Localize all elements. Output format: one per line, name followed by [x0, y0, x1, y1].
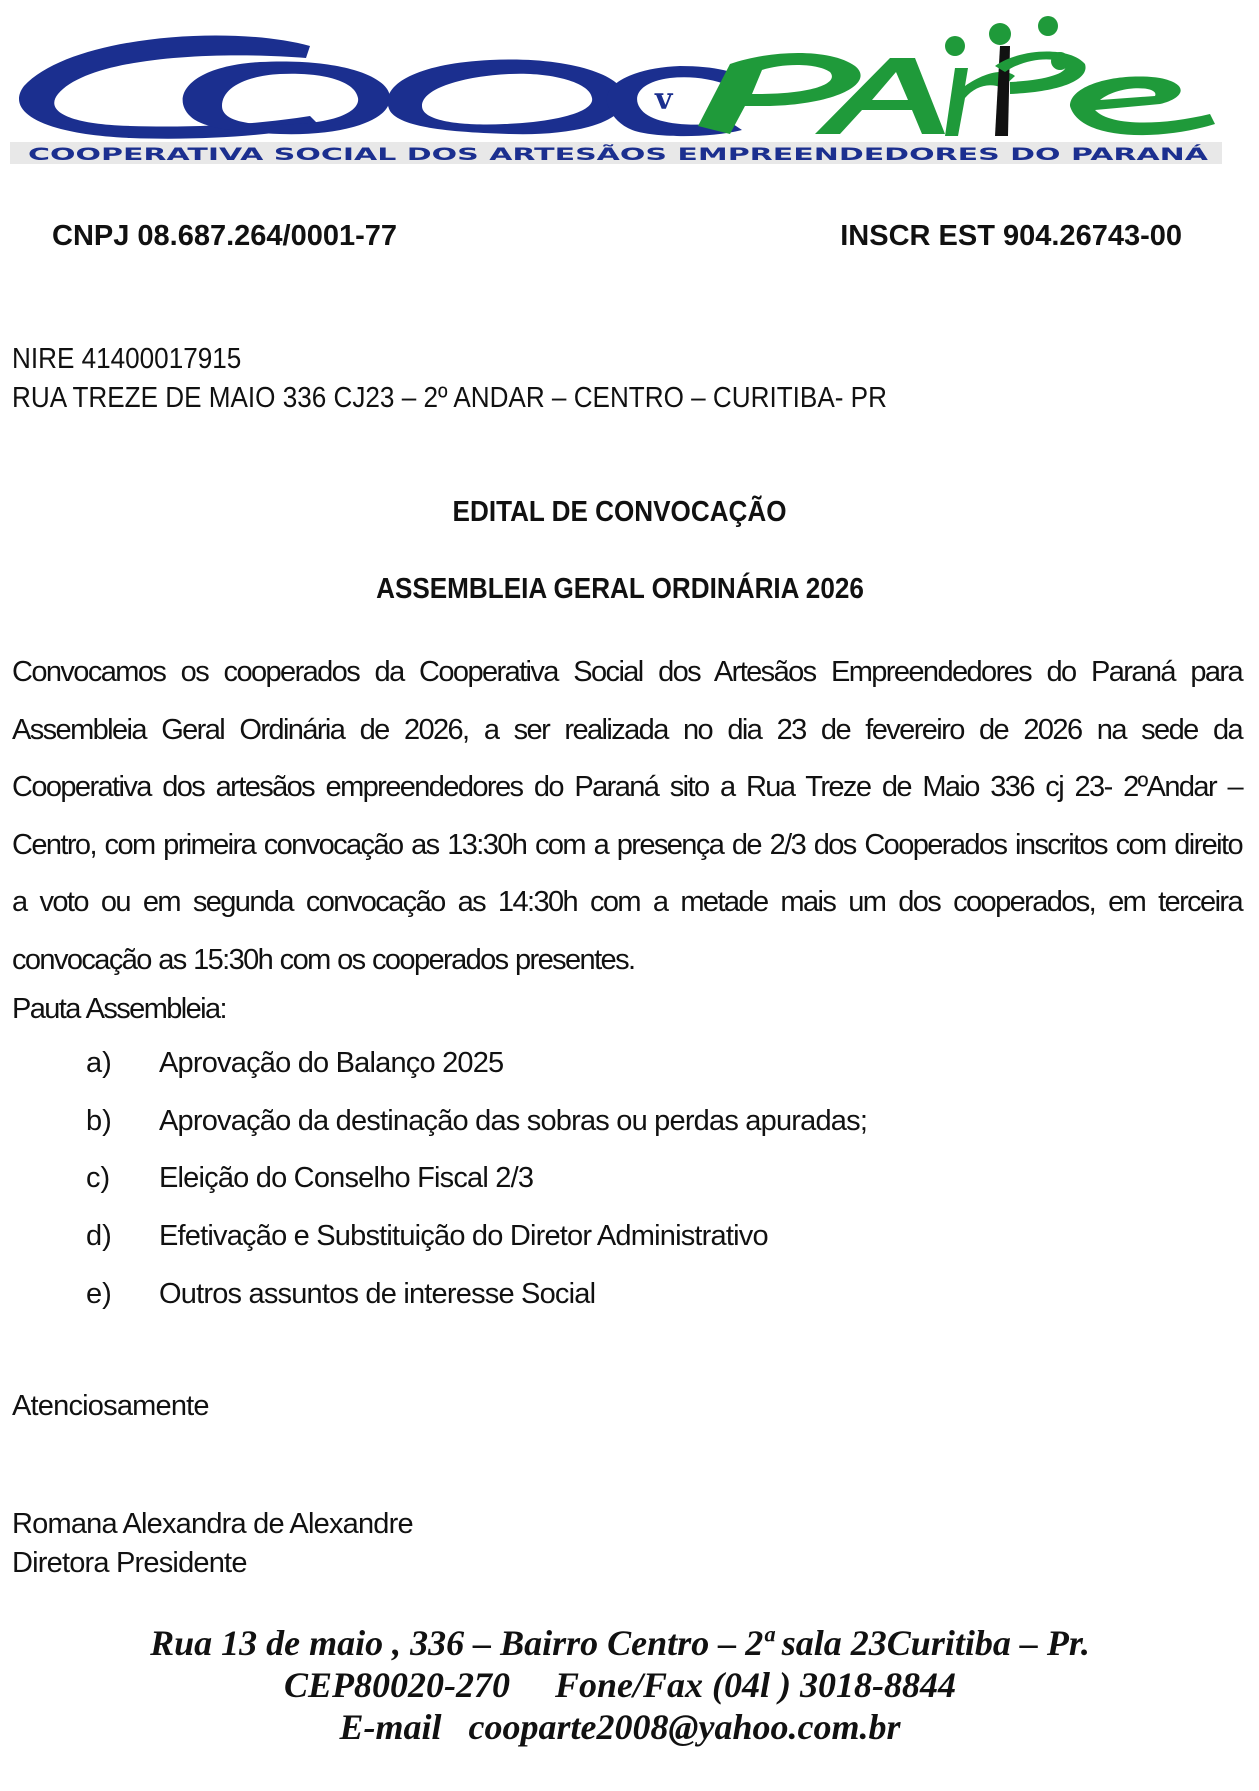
agenda-item-marker: c): [86, 1162, 111, 1194]
footer-address: Rua 13 de maio , 336 – Bairro Centro – 2ª sala 23Curitiba – Pr.: [150, 1623, 1090, 1663]
agenda-item-text: Eleição do Conselho Fiscal 2/3: [159, 1162, 534, 1194]
logo-graphic: [10, 6, 1222, 176]
company-address: RUA TREZE DE MAIO 336 CJ23 – 2º ANDAR – CENTRO – CURITIBA- PR: [12, 382, 887, 414]
svg-text:v: v: [655, 82, 673, 117]
agenda-item-marker: e): [86, 1278, 112, 1310]
closing-salutation: Atenciosamente: [12, 1390, 209, 1422]
agenda-item-marker: d): [86, 1220, 112, 1252]
agenda-item-text: Outros assuntos de interesse Social: [159, 1278, 596, 1310]
agenda-item: [0, 1105, 1240, 1145]
agenda-item-text: Aprovação da destinação das sobras ou perdas apuradas;: [159, 1105, 868, 1137]
document-subtitle-text: ASSEMBLEIA GERAL ORDINÁRIA 2026: [376, 573, 864, 605]
cnpj: CNPJ 08.687.264/0001-77: [52, 220, 398, 252]
state-registration: INSCR EST 904.26743-00: [840, 220, 1182, 252]
footer-contact: [0, 1622, 1240, 1748]
convocation-body: [12, 644, 1242, 989]
signatory-name: Romana Alexandra de Alexandre: [12, 1508, 413, 1540]
agenda-item-text: Efetivação e Substituição do Diretor Administrativo: [159, 1220, 768, 1252]
signature-block: [12, 1505, 413, 1583]
footer-email: E-mail cooparte2008@yahoo.com.br: [339, 1707, 901, 1747]
convocation-paragraph: Convocamos os cooperados da Cooperativa Social dos Artesãos Empreendedores do Paraná para Assembleia Geral Ordinária de 2026, a ser realizada no dia 23 de fevereiro de 2026 na sede da Cooperativa dos artesãos empreendedores do Paraná sito a Rua Treze de Maio 336 cj 23- 2ºAndar – Centro, com primeira convocação as 13:30h com a presença de 2/3 dos Cooperados inscritos com direito a voto ou em segunda convocação as 14:30h com a metade mais um dos cooperados, em terceira convocação as 15:30h com os cooperados presentes.: [12, 656, 1242, 976]
signatory-role: Diretora Presidente: [12, 1547, 247, 1579]
document-title-text: EDITAL DE CONVOCAÇÃO: [452, 496, 787, 528]
cooparte-logo: [10, 6, 1222, 176]
document-title: [0, 496, 1240, 529]
company-identifiers: [52, 220, 1182, 260]
agenda-item: [0, 1220, 1240, 1260]
nire: NIRE 41400017915: [12, 343, 242, 375]
agenda-item: [0, 1162, 1240, 1202]
svg-text:COOPERATIVA SOCIAL DOS ARTESÃO: COOPERATIVA SOCIAL DOS ARTESÃOS EMPREENDEDORES DO PARANÁ: [28, 145, 698, 165]
agenda-item-marker: b): [86, 1105, 112, 1137]
agenda-item-marker: a): [86, 1047, 112, 1079]
registration-address-block: [12, 340, 887, 418]
agenda-item: [0, 1278, 1240, 1318]
agenda-item-text: Aprovação do Balanço 2025: [159, 1047, 504, 1079]
document-subtitle: [0, 573, 1240, 606]
agenda-label: Pauta Assembleia:: [12, 993, 226, 1025]
footer-phone: CEP80020-270 Fone/Fax (04l ) 3018-8844: [284, 1665, 956, 1705]
agenda-item: [0, 1047, 1240, 1087]
